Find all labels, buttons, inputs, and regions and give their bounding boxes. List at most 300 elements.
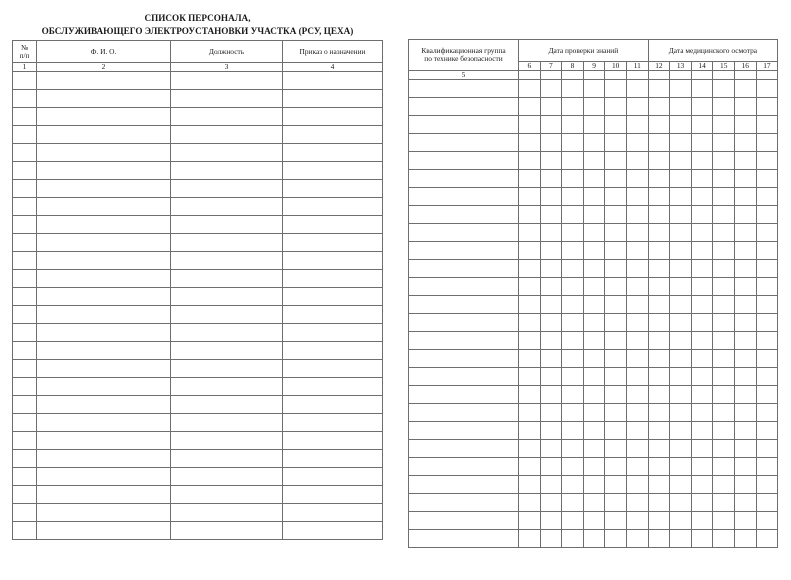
empty-cell[interactable]: [562, 512, 584, 530]
empty-cell[interactable]: [691, 296, 713, 314]
empty-cell[interactable]: [713, 386, 735, 404]
empty-cell[interactable]: [713, 476, 735, 494]
empty-cell[interactable]: [626, 170, 648, 188]
empty-cell[interactable]: [13, 144, 37, 162]
empty-cell[interactable]: [583, 530, 605, 548]
empty-cell[interactable]: [670, 512, 692, 530]
empty-cell[interactable]: [670, 350, 692, 368]
empty-cell[interactable]: [626, 494, 648, 512]
empty-cell[interactable]: [626, 512, 648, 530]
empty-cell[interactable]: [13, 360, 37, 378]
empty-cell[interactable]: [37, 270, 171, 288]
empty-cell[interactable]: [670, 440, 692, 458]
empty-cell[interactable]: [648, 206, 670, 224]
empty-cell[interactable]: [562, 116, 584, 134]
empty-cell[interactable]: [562, 278, 584, 296]
empty-cell[interactable]: [540, 422, 562, 440]
empty-cell[interactable]: [691, 332, 713, 350]
empty-cell[interactable]: [648, 440, 670, 458]
empty-cell[interactable]: [171, 522, 283, 540]
empty-cell[interactable]: [648, 350, 670, 368]
empty-cell[interactable]: [409, 134, 519, 152]
empty-cell[interactable]: [409, 332, 519, 350]
empty-cell[interactable]: [648, 98, 670, 116]
empty-cell[interactable]: [626, 242, 648, 260]
empty-cell[interactable]: [626, 350, 648, 368]
empty-cell[interactable]: [409, 440, 519, 458]
empty-cell[interactable]: [519, 134, 541, 152]
empty-cell[interactable]: [756, 116, 778, 134]
empty-cell[interactable]: [13, 234, 37, 252]
empty-cell[interactable]: [540, 188, 562, 206]
empty-cell[interactable]: [648, 458, 670, 476]
empty-cell[interactable]: [648, 116, 670, 134]
empty-cell[interactable]: [540, 206, 562, 224]
empty-cell[interactable]: [756, 224, 778, 242]
empty-cell[interactable]: [519, 494, 541, 512]
empty-cell[interactable]: [713, 368, 735, 386]
empty-cell[interactable]: [605, 134, 627, 152]
empty-cell[interactable]: [37, 252, 171, 270]
empty-cell[interactable]: [583, 440, 605, 458]
empty-cell[interactable]: [562, 440, 584, 458]
empty-cell[interactable]: [735, 170, 757, 188]
empty-cell[interactable]: [735, 512, 757, 530]
empty-cell[interactable]: [713, 512, 735, 530]
empty-cell[interactable]: [626, 206, 648, 224]
empty-cell[interactable]: [648, 152, 670, 170]
empty-cell[interactable]: [37, 396, 171, 414]
empty-cell[interactable]: [409, 224, 519, 242]
empty-cell[interactable]: [409, 152, 519, 170]
empty-cell[interactable]: [756, 152, 778, 170]
empty-cell[interactable]: [37, 126, 171, 144]
empty-cell[interactable]: [519, 224, 541, 242]
empty-cell[interactable]: [562, 80, 584, 98]
empty-cell[interactable]: [409, 278, 519, 296]
empty-cell[interactable]: [713, 242, 735, 260]
empty-cell[interactable]: [13, 306, 37, 324]
empty-cell[interactable]: [756, 314, 778, 332]
empty-cell[interactable]: [583, 422, 605, 440]
empty-cell[interactable]: [583, 332, 605, 350]
empty-cell[interactable]: [670, 404, 692, 422]
empty-cell[interactable]: [626, 530, 648, 548]
empty-cell[interactable]: [171, 234, 283, 252]
empty-cell[interactable]: [519, 386, 541, 404]
empty-cell[interactable]: [283, 288, 383, 306]
empty-cell[interactable]: [735, 98, 757, 116]
empty-cell[interactable]: [735, 368, 757, 386]
empty-cell[interactable]: [171, 396, 283, 414]
empty-cell[interactable]: [171, 90, 283, 108]
empty-cell[interactable]: [37, 522, 171, 540]
empty-cell[interactable]: [562, 332, 584, 350]
empty-cell[interactable]: [171, 378, 283, 396]
empty-cell[interactable]: [562, 188, 584, 206]
empty-cell[interactable]: [670, 530, 692, 548]
empty-cell[interactable]: [670, 188, 692, 206]
empty-cell[interactable]: [519, 278, 541, 296]
empty-cell[interactable]: [409, 296, 519, 314]
empty-cell[interactable]: [583, 206, 605, 224]
empty-cell[interactable]: [605, 206, 627, 224]
empty-cell[interactable]: [670, 242, 692, 260]
empty-cell[interactable]: [605, 332, 627, 350]
empty-cell[interactable]: [37, 360, 171, 378]
empty-cell[interactable]: [756, 188, 778, 206]
empty-cell[interactable]: [13, 324, 37, 342]
empty-cell[interactable]: [626, 368, 648, 386]
empty-cell[interactable]: [540, 494, 562, 512]
empty-cell[interactable]: [583, 314, 605, 332]
empty-cell[interactable]: [691, 476, 713, 494]
empty-cell[interactable]: [756, 98, 778, 116]
empty-cell[interactable]: [626, 80, 648, 98]
empty-cell[interactable]: [519, 404, 541, 422]
empty-cell[interactable]: [583, 494, 605, 512]
empty-cell[interactable]: [13, 522, 37, 540]
empty-cell[interactable]: [735, 440, 757, 458]
empty-cell[interactable]: [605, 458, 627, 476]
empty-cell[interactable]: [648, 332, 670, 350]
empty-cell[interactable]: [283, 90, 383, 108]
empty-cell[interactable]: [605, 152, 627, 170]
empty-cell[interactable]: [519, 242, 541, 260]
empty-cell[interactable]: [756, 80, 778, 98]
empty-cell[interactable]: [283, 108, 383, 126]
empty-cell[interactable]: [13, 432, 37, 450]
empty-cell[interactable]: [37, 216, 171, 234]
empty-cell[interactable]: [713, 440, 735, 458]
empty-cell[interactable]: [648, 476, 670, 494]
empty-cell[interactable]: [519, 530, 541, 548]
empty-cell[interactable]: [37, 108, 171, 126]
empty-cell[interactable]: [648, 170, 670, 188]
empty-cell[interactable]: [519, 98, 541, 116]
empty-cell[interactable]: [171, 324, 283, 342]
empty-cell[interactable]: [409, 350, 519, 368]
empty-cell[interactable]: [562, 494, 584, 512]
empty-cell[interactable]: [756, 206, 778, 224]
empty-cell[interactable]: [583, 98, 605, 116]
empty-cell[interactable]: [670, 260, 692, 278]
empty-cell[interactable]: [283, 450, 383, 468]
empty-cell[interactable]: [13, 180, 37, 198]
empty-cell[interactable]: [735, 224, 757, 242]
empty-cell[interactable]: [37, 468, 171, 486]
empty-cell[interactable]: [519, 512, 541, 530]
empty-cell[interactable]: [583, 224, 605, 242]
empty-cell[interactable]: [605, 422, 627, 440]
empty-cell[interactable]: [562, 476, 584, 494]
empty-cell[interactable]: [171, 162, 283, 180]
empty-cell[interactable]: [519, 458, 541, 476]
empty-cell[interactable]: [648, 278, 670, 296]
empty-cell[interactable]: [691, 224, 713, 242]
empty-cell[interactable]: [583, 476, 605, 494]
empty-cell[interactable]: [605, 170, 627, 188]
empty-cell[interactable]: [540, 242, 562, 260]
empty-cell[interactable]: [735, 260, 757, 278]
empty-cell[interactable]: [648, 422, 670, 440]
empty-cell[interactable]: [735, 314, 757, 332]
empty-cell[interactable]: [283, 144, 383, 162]
empty-cell[interactable]: [519, 314, 541, 332]
empty-cell[interactable]: [713, 278, 735, 296]
empty-cell[interactable]: [13, 288, 37, 306]
empty-cell[interactable]: [409, 206, 519, 224]
empty-cell[interactable]: [562, 152, 584, 170]
empty-cell[interactable]: [605, 440, 627, 458]
empty-cell[interactable]: [648, 368, 670, 386]
empty-cell[interactable]: [283, 432, 383, 450]
empty-cell[interactable]: [670, 80, 692, 98]
empty-cell[interactable]: [171, 360, 283, 378]
empty-cell[interactable]: [691, 386, 713, 404]
empty-cell[interactable]: [583, 296, 605, 314]
empty-cell[interactable]: [735, 152, 757, 170]
empty-cell[interactable]: [171, 126, 283, 144]
empty-cell[interactable]: [283, 126, 383, 144]
empty-cell[interactable]: [713, 422, 735, 440]
empty-cell[interactable]: [691, 404, 713, 422]
empty-cell[interactable]: [756, 476, 778, 494]
empty-cell[interactable]: [13, 414, 37, 432]
empty-cell[interactable]: [626, 152, 648, 170]
empty-cell[interactable]: [670, 98, 692, 116]
empty-cell[interactable]: [409, 476, 519, 494]
empty-cell[interactable]: [171, 306, 283, 324]
empty-cell[interactable]: [626, 404, 648, 422]
empty-cell[interactable]: [171, 144, 283, 162]
empty-cell[interactable]: [735, 422, 757, 440]
empty-cell[interactable]: [540, 314, 562, 332]
empty-cell[interactable]: [583, 134, 605, 152]
empty-cell[interactable]: [605, 476, 627, 494]
empty-cell[interactable]: [691, 98, 713, 116]
empty-cell[interactable]: [409, 260, 519, 278]
empty-cell[interactable]: [13, 486, 37, 504]
empty-cell[interactable]: [605, 314, 627, 332]
empty-cell[interactable]: [735, 332, 757, 350]
empty-cell[interactable]: [540, 278, 562, 296]
empty-cell[interactable]: [409, 242, 519, 260]
empty-cell[interactable]: [37, 504, 171, 522]
empty-cell[interactable]: [605, 386, 627, 404]
empty-cell[interactable]: [409, 404, 519, 422]
empty-cell[interactable]: [756, 332, 778, 350]
empty-cell[interactable]: [626, 440, 648, 458]
empty-cell[interactable]: [283, 504, 383, 522]
empty-cell[interactable]: [540, 134, 562, 152]
empty-cell[interactable]: [562, 350, 584, 368]
empty-cell[interactable]: [562, 404, 584, 422]
empty-cell[interactable]: [283, 270, 383, 288]
empty-cell[interactable]: [583, 512, 605, 530]
empty-cell[interactable]: [735, 206, 757, 224]
empty-cell[interactable]: [648, 494, 670, 512]
empty-cell[interactable]: [648, 80, 670, 98]
empty-cell[interactable]: [670, 152, 692, 170]
empty-cell[interactable]: [583, 260, 605, 278]
empty-cell[interactable]: [670, 134, 692, 152]
empty-cell[interactable]: [562, 386, 584, 404]
empty-cell[interactable]: [670, 278, 692, 296]
empty-cell[interactable]: [13, 378, 37, 396]
empty-cell[interactable]: [13, 504, 37, 522]
empty-cell[interactable]: [648, 242, 670, 260]
empty-cell[interactable]: [409, 530, 519, 548]
empty-cell[interactable]: [171, 72, 283, 90]
empty-cell[interactable]: [519, 170, 541, 188]
empty-cell[interactable]: [283, 414, 383, 432]
empty-cell[interactable]: [37, 162, 171, 180]
empty-cell[interactable]: [171, 198, 283, 216]
empty-cell[interactable]: [37, 486, 171, 504]
empty-cell[interactable]: [713, 350, 735, 368]
empty-cell[interactable]: [626, 98, 648, 116]
empty-cell[interactable]: [713, 314, 735, 332]
empty-cell[interactable]: [283, 180, 383, 198]
empty-cell[interactable]: [648, 188, 670, 206]
empty-cell[interactable]: [713, 224, 735, 242]
empty-cell[interactable]: [691, 350, 713, 368]
empty-cell[interactable]: [283, 162, 383, 180]
empty-cell[interactable]: [13, 468, 37, 486]
empty-cell[interactable]: [735, 476, 757, 494]
empty-cell[interactable]: [691, 530, 713, 548]
empty-cell[interactable]: [626, 188, 648, 206]
empty-cell[interactable]: [691, 512, 713, 530]
empty-cell[interactable]: [626, 332, 648, 350]
empty-cell[interactable]: [409, 458, 519, 476]
empty-cell[interactable]: [648, 314, 670, 332]
empty-cell[interactable]: [756, 242, 778, 260]
empty-cell[interactable]: [670, 368, 692, 386]
empty-cell[interactable]: [626, 224, 648, 242]
empty-cell[interactable]: [540, 512, 562, 530]
empty-cell[interactable]: [519, 152, 541, 170]
empty-cell[interactable]: [626, 458, 648, 476]
empty-cell[interactable]: [648, 404, 670, 422]
empty-cell[interactable]: [37, 324, 171, 342]
empty-cell[interactable]: [283, 306, 383, 324]
empty-cell[interactable]: [409, 80, 519, 98]
empty-cell[interactable]: [519, 476, 541, 494]
empty-cell[interactable]: [540, 170, 562, 188]
empty-cell[interactable]: [648, 530, 670, 548]
empty-cell[interactable]: [171, 432, 283, 450]
empty-cell[interactable]: [605, 98, 627, 116]
empty-cell[interactable]: [583, 170, 605, 188]
empty-cell[interactable]: [583, 242, 605, 260]
empty-cell[interactable]: [171, 252, 283, 270]
empty-cell[interactable]: [605, 116, 627, 134]
empty-cell[interactable]: [519, 260, 541, 278]
empty-cell[interactable]: [691, 278, 713, 296]
empty-cell[interactable]: [670, 116, 692, 134]
empty-cell[interactable]: [540, 80, 562, 98]
empty-cell[interactable]: [605, 530, 627, 548]
empty-cell[interactable]: [37, 414, 171, 432]
empty-cell[interactable]: [562, 170, 584, 188]
empty-cell[interactable]: [13, 342, 37, 360]
empty-cell[interactable]: [735, 188, 757, 206]
empty-cell[interactable]: [713, 80, 735, 98]
empty-cell[interactable]: [713, 530, 735, 548]
empty-cell[interactable]: [409, 188, 519, 206]
empty-cell[interactable]: [713, 296, 735, 314]
empty-cell[interactable]: [691, 206, 713, 224]
empty-cell[interactable]: [13, 396, 37, 414]
empty-cell[interactable]: [670, 314, 692, 332]
empty-cell[interactable]: [756, 386, 778, 404]
empty-cell[interactable]: [713, 134, 735, 152]
empty-cell[interactable]: [13, 72, 37, 90]
empty-cell[interactable]: [540, 404, 562, 422]
empty-cell[interactable]: [735, 296, 757, 314]
empty-cell[interactable]: [540, 98, 562, 116]
empty-cell[interactable]: [540, 350, 562, 368]
empty-cell[interactable]: [562, 422, 584, 440]
empty-cell[interactable]: [583, 116, 605, 134]
empty-cell[interactable]: [670, 476, 692, 494]
empty-cell[interactable]: [562, 206, 584, 224]
empty-cell[interactable]: [562, 368, 584, 386]
empty-cell[interactable]: [409, 170, 519, 188]
empty-cell[interactable]: [583, 188, 605, 206]
empty-cell[interactable]: [605, 350, 627, 368]
empty-cell[interactable]: [540, 476, 562, 494]
empty-cell[interactable]: [519, 422, 541, 440]
empty-cell[interactable]: [756, 404, 778, 422]
empty-cell[interactable]: [691, 170, 713, 188]
empty-cell[interactable]: [605, 260, 627, 278]
empty-cell[interactable]: [691, 134, 713, 152]
empty-cell[interactable]: [713, 404, 735, 422]
empty-cell[interactable]: [583, 152, 605, 170]
empty-cell[interactable]: [583, 368, 605, 386]
empty-cell[interactable]: [670, 224, 692, 242]
empty-cell[interactable]: [283, 486, 383, 504]
empty-cell[interactable]: [562, 242, 584, 260]
empty-cell[interactable]: [171, 504, 283, 522]
empty-cell[interactable]: [670, 206, 692, 224]
empty-cell[interactable]: [37, 144, 171, 162]
empty-cell[interactable]: [626, 296, 648, 314]
empty-cell[interactable]: [562, 530, 584, 548]
empty-cell[interactable]: [756, 278, 778, 296]
empty-cell[interactable]: [283, 324, 383, 342]
empty-cell[interactable]: [605, 80, 627, 98]
empty-cell[interactable]: [409, 314, 519, 332]
empty-cell[interactable]: [519, 332, 541, 350]
empty-cell[interactable]: [283, 378, 383, 396]
empty-cell[interactable]: [626, 134, 648, 152]
empty-cell[interactable]: [605, 188, 627, 206]
empty-cell[interactable]: [670, 422, 692, 440]
empty-cell[interactable]: [756, 494, 778, 512]
empty-cell[interactable]: [756, 422, 778, 440]
empty-cell[interactable]: [540, 224, 562, 242]
empty-cell[interactable]: [562, 296, 584, 314]
empty-cell[interactable]: [735, 278, 757, 296]
empty-cell[interactable]: [37, 198, 171, 216]
empty-cell[interactable]: [648, 224, 670, 242]
empty-cell[interactable]: [171, 414, 283, 432]
empty-cell[interactable]: [626, 260, 648, 278]
